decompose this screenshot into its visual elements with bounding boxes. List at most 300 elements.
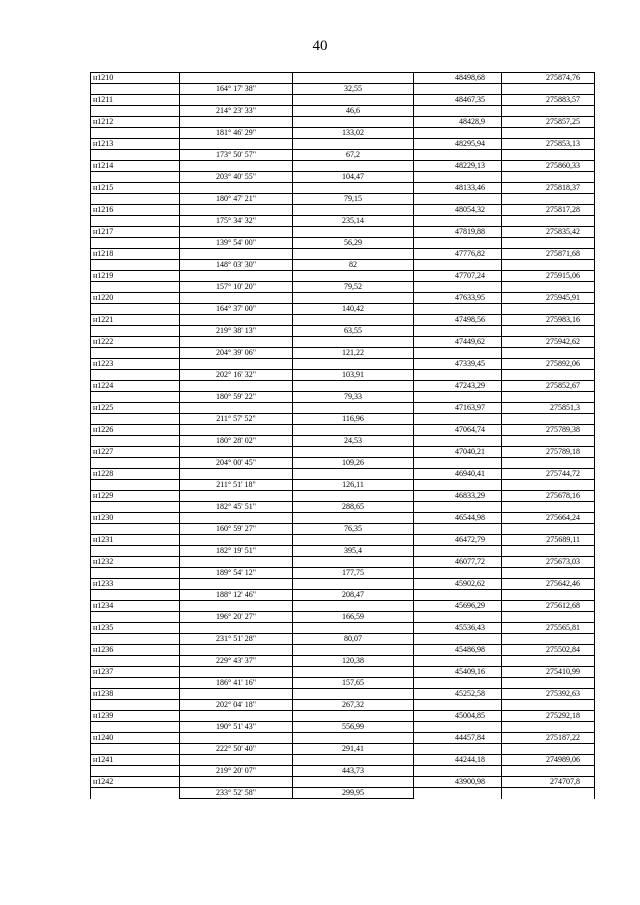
- x-coordinate-cell: 48229,13: [414, 161, 502, 172]
- empty-cell: [502, 678, 595, 689]
- empty-cell: [293, 249, 414, 260]
- point-name-cell: н1211: [91, 95, 180, 106]
- direction-angle-cell: 211° 51' 18": [180, 480, 293, 491]
- empty-cell: [180, 513, 293, 524]
- empty-cell: [414, 128, 502, 139]
- segment-row: [91, 568, 595, 579]
- empty-cell: [502, 524, 595, 535]
- empty-cell: [293, 447, 414, 458]
- y-coordinate-cell: 275835,42: [502, 227, 595, 238]
- empty-cell: [91, 84, 180, 95]
- empty-cell: [293, 73, 414, 84]
- segment-length-cell: 556,99: [293, 722, 414, 733]
- empty-cell: [91, 216, 180, 227]
- point-row: [91, 689, 595, 700]
- direction-angle-cell: 173° 50' 57": [180, 150, 293, 161]
- point-row: [91, 645, 595, 656]
- segment-row: [91, 260, 595, 271]
- empty-cell: [293, 95, 414, 106]
- empty-cell: [293, 491, 414, 502]
- empty-cell: [293, 711, 414, 722]
- x-coordinate-cell: 47243,29: [414, 381, 502, 392]
- empty-cell: [91, 678, 180, 689]
- direction-angle-cell: 204° 00' 45": [180, 458, 293, 469]
- empty-cell: [293, 381, 414, 392]
- empty-cell: [293, 139, 414, 150]
- direction-angle-cell: 203° 40' 55": [180, 172, 293, 183]
- y-coordinate-cell: 275871,68: [502, 249, 595, 260]
- segment-row: [91, 524, 595, 535]
- direction-angle-cell: 180° 59' 22": [180, 392, 293, 403]
- empty-cell: [502, 260, 595, 271]
- direction-angle-cell: 188° 12' 46": [180, 590, 293, 601]
- y-coordinate-cell: 275883,57: [502, 95, 595, 106]
- x-coordinate-cell: 45486,98: [414, 645, 502, 656]
- empty-cell: [180, 315, 293, 326]
- segment-row: [91, 326, 595, 337]
- direction-angle-cell: 175° 34' 32": [180, 216, 293, 227]
- point-row: [91, 601, 595, 612]
- empty-cell: [414, 568, 502, 579]
- empty-cell: [180, 711, 293, 722]
- empty-cell: [502, 744, 595, 755]
- segment-length-cell: 24,53: [293, 436, 414, 447]
- empty-cell: [91, 788, 180, 799]
- point-name-cell: н1232: [91, 557, 180, 568]
- empty-cell: [180, 535, 293, 546]
- x-coordinate-cell: 48133,46: [414, 183, 502, 194]
- direction-angle-cell: 233° 52' 58": [180, 788, 293, 799]
- empty-cell: [414, 84, 502, 95]
- empty-cell: [293, 557, 414, 568]
- empty-cell: [180, 425, 293, 436]
- empty-cell: [502, 656, 595, 667]
- empty-cell: [502, 502, 595, 513]
- empty-cell: [502, 84, 595, 95]
- point-name-cell: н1239: [91, 711, 180, 722]
- empty-cell: [91, 590, 180, 601]
- direction-angle-cell: 231° 51' 28": [180, 634, 293, 645]
- empty-cell: [180, 381, 293, 392]
- empty-cell: [91, 722, 180, 733]
- empty-cell: [414, 348, 502, 359]
- y-coordinate-cell: 275942,62: [502, 337, 595, 348]
- y-coordinate-cell: 275678,16: [502, 491, 595, 502]
- empty-cell: [414, 612, 502, 623]
- x-coordinate-cell: 47163,97: [414, 403, 502, 414]
- empty-cell: [502, 436, 595, 447]
- direction-angle-cell: 160° 59' 27": [180, 524, 293, 535]
- point-name-cell: н1234: [91, 601, 180, 612]
- empty-cell: [91, 502, 180, 513]
- point-row: [91, 513, 595, 524]
- x-coordinate-cell: 47498,56: [414, 315, 502, 326]
- empty-cell: [293, 161, 414, 172]
- empty-cell: [180, 469, 293, 480]
- segment-row: [91, 128, 595, 139]
- direction-angle-cell: 186° 41' 16": [180, 678, 293, 689]
- segment-length-cell: 443,73: [293, 766, 414, 777]
- segment-length-cell: 120,38: [293, 656, 414, 667]
- y-coordinate-cell: 275292,18: [502, 711, 595, 722]
- direction-angle-cell: 182° 19' 51": [180, 546, 293, 557]
- segment-row: [91, 722, 595, 733]
- empty-cell: [502, 326, 595, 337]
- empty-cell: [91, 238, 180, 249]
- empty-cell: [91, 128, 180, 139]
- empty-cell: [180, 249, 293, 260]
- point-row: [91, 777, 595, 788]
- empty-cell: [180, 689, 293, 700]
- point-row: [91, 205, 595, 216]
- segment-row: [91, 370, 595, 381]
- empty-cell: [293, 183, 414, 194]
- point-row: [91, 403, 595, 414]
- y-coordinate-cell: 275789,18: [502, 447, 595, 458]
- y-coordinate-cell: 275983,16: [502, 315, 595, 326]
- empty-cell: [293, 359, 414, 370]
- y-coordinate-cell: 275410,99: [502, 667, 595, 678]
- empty-cell: [293, 645, 414, 656]
- point-name-cell: н1241: [91, 755, 180, 766]
- empty-cell: [91, 744, 180, 755]
- x-coordinate-cell: 45536,43: [414, 623, 502, 634]
- point-row: [91, 161, 595, 172]
- point-row: [91, 469, 595, 480]
- segment-length-cell: 140,42: [293, 304, 414, 315]
- x-coordinate-cell: 46472,79: [414, 535, 502, 546]
- segment-row: [91, 172, 595, 183]
- empty-cell: [91, 194, 180, 205]
- empty-cell: [180, 227, 293, 238]
- point-row: [91, 667, 595, 678]
- y-coordinate-cell: 275673,03: [502, 557, 595, 568]
- segment-length-cell: 79,33: [293, 392, 414, 403]
- y-coordinate-cell: 275502,84: [502, 645, 595, 656]
- x-coordinate-cell: 46833,29: [414, 491, 502, 502]
- empty-cell: [180, 205, 293, 216]
- point-row: [91, 579, 595, 590]
- point-row: [91, 733, 595, 744]
- empty-cell: [180, 161, 293, 172]
- empty-cell: [180, 183, 293, 194]
- segment-length-cell: 299,95: [293, 788, 414, 799]
- segment-row: [91, 436, 595, 447]
- y-coordinate-cell: 275915,06: [502, 271, 595, 282]
- empty-cell: [180, 447, 293, 458]
- y-coordinate-cell: 275818,37: [502, 183, 595, 194]
- direction-angle-cell: 189° 54' 12": [180, 568, 293, 579]
- point-name-cell: н1216: [91, 205, 180, 216]
- empty-cell: [91, 304, 180, 315]
- y-coordinate-cell: 275689,11: [502, 535, 595, 546]
- empty-cell: [91, 282, 180, 293]
- point-name-cell: н1221: [91, 315, 180, 326]
- empty-cell: [293, 689, 414, 700]
- direction-angle-cell: 181° 46' 29": [180, 128, 293, 139]
- empty-cell: [293, 227, 414, 238]
- empty-cell: [502, 612, 595, 623]
- y-coordinate-cell: 274989,06: [502, 755, 595, 766]
- point-name-cell: н1231: [91, 535, 180, 546]
- segment-length-cell: 56,29: [293, 238, 414, 249]
- y-coordinate-cell: 275744,72: [502, 469, 595, 480]
- empty-cell: [414, 282, 502, 293]
- segment-length-cell: 126,11: [293, 480, 414, 491]
- empty-cell: [293, 733, 414, 744]
- point-row: [91, 95, 595, 106]
- direction-angle-cell: 139° 54' 00": [180, 238, 293, 249]
- point-row: [91, 315, 595, 326]
- empty-cell: [502, 700, 595, 711]
- point-row: [91, 227, 595, 238]
- point-name-cell: н1220: [91, 293, 180, 304]
- y-coordinate-cell: 275612,68: [502, 601, 595, 612]
- segment-row: [91, 700, 595, 711]
- empty-cell: [293, 623, 414, 634]
- empty-cell: [414, 414, 502, 425]
- page-number: 40: [312, 38, 328, 54]
- point-name-cell: н1225: [91, 403, 180, 414]
- x-coordinate-cell: 48467,35: [414, 95, 502, 106]
- y-coordinate-cell: 275817,28: [502, 205, 595, 216]
- segment-row: [91, 194, 595, 205]
- empty-cell: [502, 766, 595, 777]
- segment-row: [91, 392, 595, 403]
- x-coordinate-cell: 47707,24: [414, 271, 502, 282]
- point-name-cell: н1219: [91, 271, 180, 282]
- empty-cell: [91, 414, 180, 425]
- empty-cell: [180, 579, 293, 590]
- empty-cell: [91, 568, 180, 579]
- segment-row: [91, 282, 595, 293]
- segment-row: [91, 150, 595, 161]
- empty-cell: [293, 535, 414, 546]
- empty-cell: [414, 326, 502, 337]
- point-name-cell: н1223: [91, 359, 180, 370]
- direction-angle-cell: 202° 04' 18": [180, 700, 293, 711]
- empty-cell: [414, 172, 502, 183]
- y-coordinate-cell: 275945,91: [502, 293, 595, 304]
- empty-cell: [180, 117, 293, 128]
- segment-row: [91, 788, 595, 799]
- segment-length-cell: 104,47: [293, 172, 414, 183]
- segment-row: [91, 84, 595, 95]
- empty-cell: [180, 491, 293, 502]
- point-row: [91, 293, 595, 304]
- y-coordinate-cell: 275392,63: [502, 689, 595, 700]
- empty-cell: [91, 766, 180, 777]
- empty-cell: [502, 590, 595, 601]
- x-coordinate-cell: 45004,85: [414, 711, 502, 722]
- segment-length-cell: 291,41: [293, 744, 414, 755]
- segment-row: [91, 634, 595, 645]
- empty-cell: [502, 370, 595, 381]
- empty-cell: [502, 568, 595, 579]
- empty-cell: [502, 480, 595, 491]
- segment-row: [91, 766, 595, 777]
- empty-cell: [293, 579, 414, 590]
- empty-cell: [502, 788, 595, 799]
- point-row: [91, 491, 595, 502]
- direction-angle-cell: 182° 45' 51": [180, 502, 293, 513]
- y-coordinate-cell: 275565,81: [502, 623, 595, 634]
- point-name-cell: н1238: [91, 689, 180, 700]
- y-coordinate-cell: 275664,24: [502, 513, 595, 524]
- point-row: [91, 447, 595, 458]
- empty-cell: [414, 216, 502, 227]
- x-coordinate-cell: 48498,68: [414, 73, 502, 84]
- direction-angle-cell: 222° 50' 40": [180, 744, 293, 755]
- empty-cell: [180, 337, 293, 348]
- segment-length-cell: 157,65: [293, 678, 414, 689]
- x-coordinate-cell: 46544,98: [414, 513, 502, 524]
- empty-cell: [502, 458, 595, 469]
- empty-cell: [502, 392, 595, 403]
- segment-length-cell: 79,15: [293, 194, 414, 205]
- direction-angle-cell: 164° 17' 38": [180, 84, 293, 95]
- empty-cell: [414, 150, 502, 161]
- empty-cell: [293, 513, 414, 524]
- direction-angle-cell: 219° 38' 13": [180, 326, 293, 337]
- segment-row: [91, 678, 595, 689]
- empty-cell: [91, 524, 180, 535]
- direction-angle-cell: 180° 28' 02": [180, 436, 293, 447]
- empty-cell: [414, 546, 502, 557]
- empty-cell: [180, 403, 293, 414]
- empty-cell: [91, 172, 180, 183]
- y-coordinate-cell: 275874,76: [502, 73, 595, 84]
- empty-cell: [180, 755, 293, 766]
- point-name-cell: н1226: [91, 425, 180, 436]
- x-coordinate-cell: 44457,84: [414, 733, 502, 744]
- segment-length-cell: 67,2: [293, 150, 414, 161]
- empty-cell: [180, 293, 293, 304]
- segment-row: [91, 106, 595, 117]
- empty-cell: [414, 392, 502, 403]
- empty-cell: [91, 150, 180, 161]
- empty-cell: [180, 557, 293, 568]
- x-coordinate-cell: 48054,32: [414, 205, 502, 216]
- empty-cell: [414, 656, 502, 667]
- empty-cell: [502, 150, 595, 161]
- empty-cell: [502, 106, 595, 117]
- segment-row: [91, 216, 595, 227]
- empty-cell: [502, 216, 595, 227]
- empty-cell: [502, 348, 595, 359]
- empty-cell: [414, 480, 502, 491]
- empty-cell: [180, 601, 293, 612]
- empty-cell: [180, 359, 293, 370]
- point-name-cell: н1240: [91, 733, 180, 744]
- segment-row: [91, 744, 595, 755]
- empty-cell: [414, 260, 502, 271]
- y-coordinate-cell: 275892,06: [502, 359, 595, 370]
- x-coordinate-cell: 43900,98: [414, 777, 502, 788]
- segment-row: [91, 480, 595, 491]
- point-row: [91, 249, 595, 260]
- segment-row: [91, 238, 595, 249]
- point-row: [91, 117, 595, 128]
- segment-length-cell: 63,55: [293, 326, 414, 337]
- empty-cell: [91, 546, 180, 557]
- point-name-cell: н1230: [91, 513, 180, 524]
- empty-cell: [91, 370, 180, 381]
- point-row: [91, 755, 595, 766]
- empty-cell: [502, 238, 595, 249]
- empty-cell: [414, 238, 502, 249]
- empty-cell: [293, 425, 414, 436]
- point-name-cell: н1224: [91, 381, 180, 392]
- empty-cell: [414, 722, 502, 733]
- y-coordinate-cell: 275187,22: [502, 733, 595, 744]
- point-name-cell: н1237: [91, 667, 180, 678]
- x-coordinate-cell: 47776,82: [414, 249, 502, 260]
- x-coordinate-cell: 47040,21: [414, 447, 502, 458]
- point-row: [91, 425, 595, 436]
- point-row: [91, 183, 595, 194]
- segment-length-cell: 133,02: [293, 128, 414, 139]
- empty-cell: [180, 777, 293, 788]
- direction-angle-cell: 148° 03' 30": [180, 260, 293, 271]
- x-coordinate-cell: 48428,9: [414, 117, 502, 128]
- point-name-cell: н1228: [91, 469, 180, 480]
- x-coordinate-cell: 47819,88: [414, 227, 502, 238]
- empty-cell: [414, 436, 502, 447]
- point-row: [91, 359, 595, 370]
- empty-cell: [502, 546, 595, 557]
- x-coordinate-cell: 46940,41: [414, 469, 502, 480]
- y-coordinate-cell: 275853,13: [502, 139, 595, 150]
- segment-row: [91, 414, 595, 425]
- empty-cell: [91, 260, 180, 271]
- empty-cell: [293, 337, 414, 348]
- point-row: [91, 557, 595, 568]
- empty-cell: [502, 194, 595, 205]
- segment-length-cell: 166,59: [293, 612, 414, 623]
- segment-length-cell: 267,32: [293, 700, 414, 711]
- empty-cell: [91, 656, 180, 667]
- direction-angle-cell: 180° 47' 21": [180, 194, 293, 205]
- empty-cell: [91, 392, 180, 403]
- segment-length-cell: 116,96: [293, 414, 414, 425]
- direction-angle-cell: 219° 20' 07": [180, 766, 293, 777]
- empty-cell: [180, 139, 293, 150]
- segment-row: [91, 348, 595, 359]
- x-coordinate-cell: 44244,18: [414, 755, 502, 766]
- empty-cell: [91, 106, 180, 117]
- point-row: [91, 271, 595, 282]
- point-name-cell: н1227: [91, 447, 180, 458]
- point-name-cell: н1229: [91, 491, 180, 502]
- empty-cell: [91, 326, 180, 337]
- empty-cell: [414, 634, 502, 645]
- segment-length-cell: 288,65: [293, 502, 414, 513]
- empty-cell: [414, 766, 502, 777]
- empty-cell: [414, 106, 502, 117]
- x-coordinate-cell: 48295,94: [414, 139, 502, 150]
- y-coordinate-cell: 275852,67: [502, 381, 595, 392]
- empty-cell: [414, 304, 502, 315]
- direction-angle-cell: 196° 20' 27": [180, 612, 293, 623]
- segment-row: [91, 590, 595, 601]
- empty-cell: [293, 777, 414, 788]
- empty-cell: [293, 601, 414, 612]
- x-coordinate-cell: 46077,72: [414, 557, 502, 568]
- segment-length-cell: 80,07: [293, 634, 414, 645]
- segment-length-cell: 79,52: [293, 282, 414, 293]
- empty-cell: [414, 700, 502, 711]
